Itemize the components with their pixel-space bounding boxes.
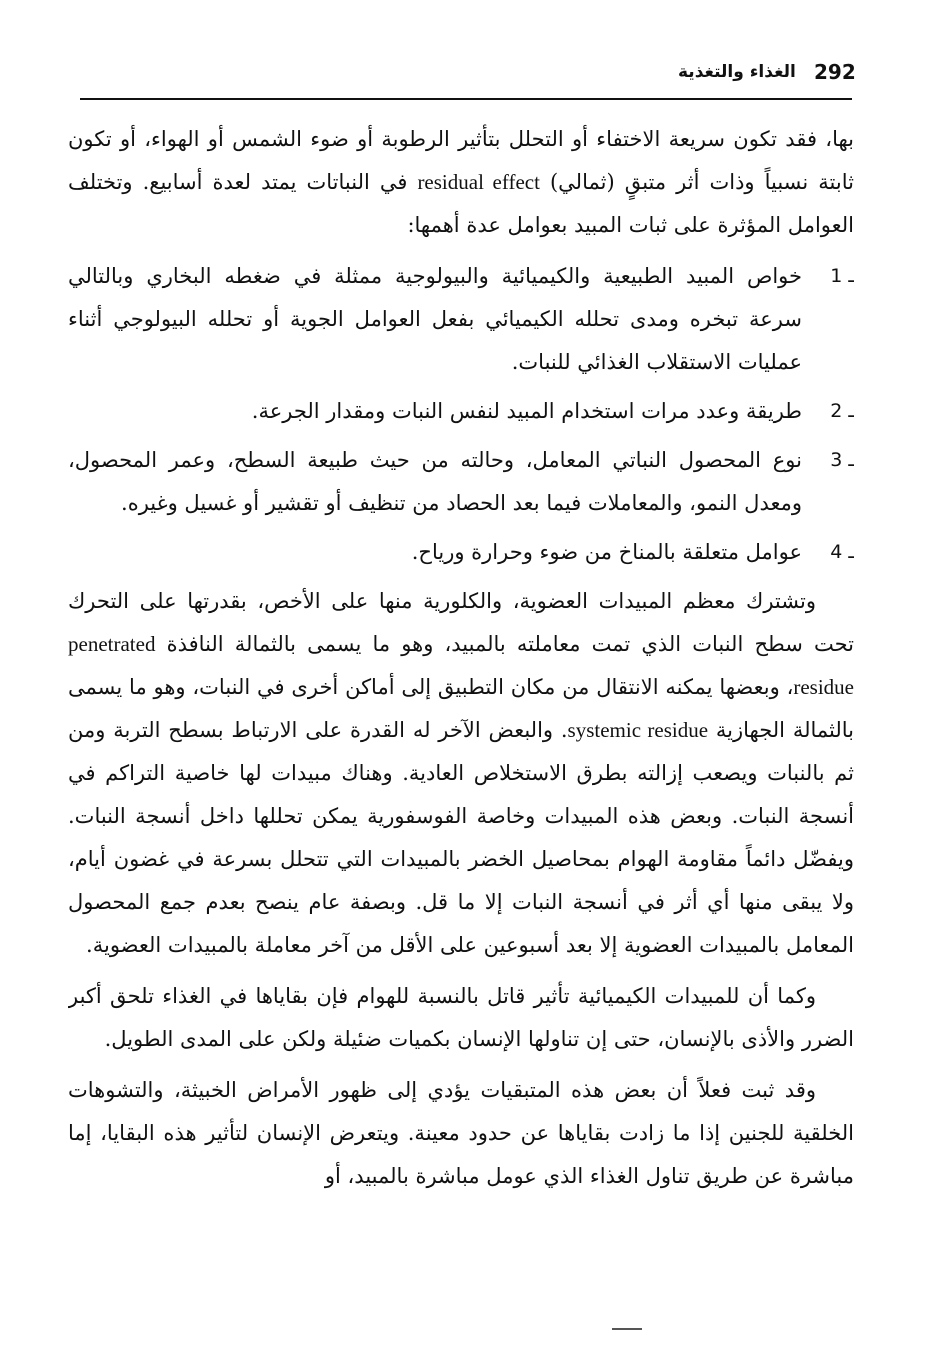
paragraph-text: في النباتات يمتد لعدة أسابيع. وتختلف العوامل المؤثرة على ثبات المبيد بعوامل عدة أهمها: (68, 170, 854, 237)
page-header (80, 58, 856, 100)
list-item-number: 4 ـ (830, 541, 854, 563)
footer-mark (612, 1328, 642, 1330)
page-body (68, 118, 854, 1338)
paragraph-text: بها، فقد تكون سريعة الاختفاء أو التحلل بتأثير الرطوبة أو ضوء الشمس أو الهواء، أو تكون ثابتة نسبياً وذات أثر متبقٍ (ثمالي) (68, 127, 854, 194)
list-item-number: 3 ـ (830, 449, 854, 471)
term-penetrated-residue: penetrated residue (68, 632, 854, 699)
list-item-text: طريقة وعدد مرات استخدام المبيد لنفس النبات ومقدار الجرعة. (251, 399, 802, 423)
list-item-number: 2 ـ (830, 400, 854, 422)
paragraph-diseases: وقد ثبت فعلاً أن بعض هذه المتبقيات يؤدي إلى ظهور الأمراض الخبيثة، والتشوهات الخلقية للجنين إذا ما زادت بقاياها عن حدود معينة. ويتعرض الإنسان لتأثير هذه البقايا، إما مباشرة عن طريق تناول الغذاء الذي عومل مباشرة بالمبيد، أو (68, 1078, 854, 1188)
paragraph-text: وتشترك معظم المبيدات العضوية، والكلورية منها على الأخص، بقدرتها على التحرك تحت سطح النبات الذي تمت معاملته بالمبيد، وهو ما يسمى بالثمالة النافذة (68, 589, 854, 656)
paragraph-intro (68, 118, 854, 247)
list-item (68, 531, 854, 574)
running-title: الغذاء والتغذية (678, 62, 796, 82)
list-item-number: 1 ـ (830, 265, 854, 287)
list-item (68, 255, 854, 384)
factors-list (68, 255, 854, 574)
page-number: 292 (814, 60, 856, 84)
paragraph-text: ، وبعضها يمكنه الانتقال من مكان التطبيق إلى أماكن أخرى في النبات، وهو ما يسمى بالثمالة الجهازية (68, 675, 854, 742)
list-item (68, 390, 854, 433)
paragraph-residues (68, 580, 854, 967)
list-item-text: عوامل متعلقة بالمناخ من ضوء وحرارة ورياح. (411, 540, 802, 564)
term-residual-effect: residual effect (417, 170, 540, 194)
list-item-text: نوع المحصول النباتي المعامل، وحالته من حيث طبيعة السطح، وعمر المحصول، ومعدل النمو، والمعاملات فيما بعد الحصاد من تنظيف أو تقشير أو غسيل وغيره. (68, 448, 802, 515)
paragraph-harm: وكما أن للمبيدات الكيميائية تأثير قاتل بالنسبة للهوام فإن بقاياها في الغذاء تلحق أكبر الضرر والأذى بالإنسان، حتى إن تناولها الإنسان بكميات ضئيلة ولكن على المدى الطويل. (68, 984, 854, 1051)
term-systemic-residue: systemic residue (567, 718, 709, 742)
paragraph-text: . والبعض الآخر له القدرة على الارتباط بسطح التربة ومن ثم بالنبات ويصعب إزالته بطرق الاستخلاص العادية. وهناك مبيدات لها خاصية التراكم في أنسجة النبات. وبعض هذه المبيدات وخاصة الفوسفورية يمكن تحللها داخل أنسجة النبات. ويفضّل دائماً مقاومة الهوام بمحاصيل الخضر بالمبيدات التي تتحلل بسرعة في غضون أيام، ولا يبقى منها أي أثر في أنسجة النبات إلا ما قل. وبصفة عام ينصح بعدم جمع المحصول المعامل بالمبيدات العضوية إلا بعد أسبوعين على الأقل من آخر معاملة بالمبيدات العضوية. (68, 718, 854, 957)
list-item (68, 439, 854, 525)
list-item-text: خواص المبيد الطبيعية والكيميائية والبيولوجية ممثلة في ضغطه البخاري وبالتالي سرعة تبخره ومدى تحلله الكيميائي بفعل العوامل الجوية أو تحلله البيولوجي أثناء عمليات الاستقلاب الغذائي للنبات. (68, 264, 802, 374)
